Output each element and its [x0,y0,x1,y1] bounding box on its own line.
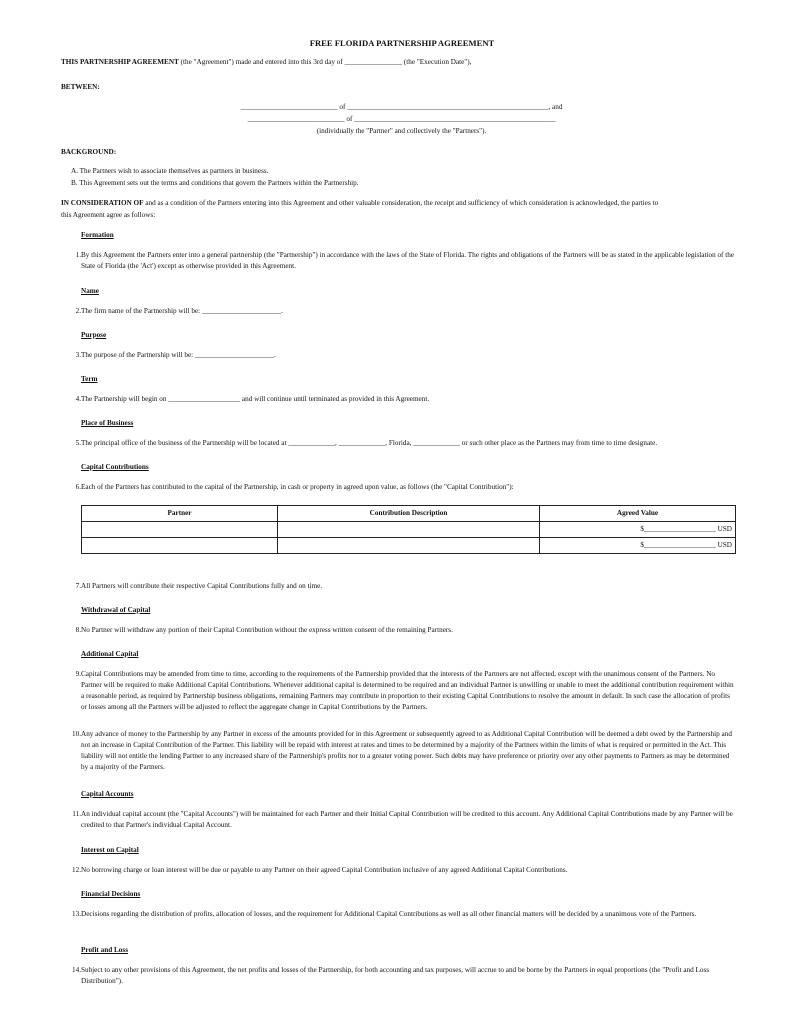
consideration-text: and as a condition of the Partners entering into this Agreement and other valuable consideration, the receipt and sufficiency of which consideration is acknowledged, the parties to [143,199,659,207]
clause-5 [71,438,736,449]
clause-number: 13. [72,910,81,918]
section-heading-term: Term [81,375,98,383]
clause-number: 4. [75,395,81,403]
clause-text: No Partner will withdraw any portion of their Capital Contribution without the express written consent of the remaining Partners. [81,626,453,634]
party-line-1: ___________________________ of ________________________________________________________, and [240,103,563,111]
clause-text: No borrowing charge or loan interest will be due or payable to any Partner on their agreed Capital Contribution inclusive of any agreed Additional Capital Contributions. [81,866,568,874]
intro-paragraph [61,57,742,68]
intro-lead: THIS PARTNERSHIP AGREEMENT [61,58,179,66]
background-heading: BACKGROUND: [61,148,117,156]
clause-10 [71,729,736,773]
section-heading-withdrawal: Withdrawal of Capital [81,606,151,614]
background-item-a: A. The Partners wish to associate themselves as partners in business. [71,167,269,175]
clause-text: Decisions regarding the distribution of profits, allocation of losses, and the requirement for Additional Capital Contributions as well as all other financial matters will be decided by a unanimous vote of the Partners. [81,910,697,918]
clause-text: By this Agreement the Partners enter into a general partnership (the "Partnership") in accordance with the laws of the State of Florida. The rights and obligations of the Partners will be as stated in the applicable legislation of the State of Florida (the 'Act') except as otherwise provided in this Agreement. [81,251,735,270]
clause-text: Any advance of money to the Partnership by any Partner in excess of the amounts provided for in this Agreement or subsequently agreed to as Additional Capital Contribution will be deemed a debt owed by the Partnership and not an increase in Capital Contribution of the Partner. This liability will be repaid with interest at rates and times to be determined by a majority of the Partners within the limits of what is required or permitted in the Act. This liability will not entitle the lending Partner to any increased share of the Partnership's profits nor to a greater voting power. Such debts may have preference or priority over any other payments to Partners as may be determined by a majority of the Partners. [81,730,732,771]
clause-12 [71,865,736,876]
clause-2 [71,306,736,317]
column-header-partner: Partner [82,506,278,522]
background-item-b: B. This Agreement sets out the terms and conditions that govern the Partners within the Partnership. [71,179,359,187]
clause-4 [71,394,736,405]
description-cell [278,522,540,538]
clause-number: 3. [75,351,81,359]
clause-number: 7. [75,582,81,590]
clause-number: 6. [75,483,81,491]
clause-text: The principal office of the business of the Partnership will be located at _____________, _____________, Florida, _____________ or such other place as the Partners may from time to time designate. [81,439,658,447]
clause-text: An individual capital account (the "Capital Accounts") will be maintained for each Partner and their Initial Capital Contribution will be credited to this account. Any Additional Capital Contributions made by any Partner will be credited to that Partner's individual Capital Account. [81,810,733,829]
consideration-line-1 [61,198,742,209]
consideration-line-2: this Agreement agree as follows: [61,211,156,219]
clause-text: The Partnership will begin on ____________________ and will continue until terminated as provided in this Agreement. [81,395,430,403]
clause-9 [71,669,736,713]
column-header-description: Contribution Description [278,506,540,522]
clause-8 [71,625,736,636]
clause-number: 14. [72,966,81,974]
clause-text: All Partners will contribute their respective Capital Contributions fully and on time. [81,582,323,590]
section-heading-name: Name [81,287,99,295]
clause-text: The firm name of the Partnership will be: ______________________. [81,307,283,315]
clause-6 [71,482,736,493]
section-heading-formation: Formation [81,231,114,239]
table-row [82,522,736,538]
parties-note: (individually the "Partner" and collectively the "Partners"). [316,127,487,135]
table-header-row [82,506,736,522]
clause-14 [71,965,736,987]
section-heading-purpose: Purpose [81,331,107,339]
clause-number: 5. [75,439,81,447]
partner-cell [82,538,278,554]
clause-13 [71,909,736,920]
section-heading-additional: Additional Capital [81,650,139,658]
clause-number: 8. [75,626,81,634]
clause-number: 9. [75,670,81,678]
section-heading-financial: Financial Decisions [81,890,141,898]
agreed-value-cell: $____________________ USD [540,538,736,554]
column-header-value: Agreed Value [540,506,736,522]
capital-contribution-table [81,505,736,554]
clause-11 [71,809,736,831]
clause-3 [71,350,736,361]
clause-number: 11. [72,810,81,818]
description-cell [278,538,540,554]
clause-number: 12. [72,866,81,874]
partner-cell [82,522,278,538]
document-title: FREE FLORIDA PARTNERSHIP AGREEMENT [309,38,495,48]
clause-text: Capital Contributions may be amended from time to time, according to the requirements of the Partnership provided that the interests of the Partners are not affected, except with the unanimous consent of the Partners. No Partner will be required to make Additional Capital Contributions. Whenever additional capital is determined to be required and an individual Partner is unwilling or unable to meet the additional contribution requirement within a reasonable period, as required by Partnership business obligations, remaining Partners may contribute in proportion to their existing Capital Contributions to resolve the amount in default. In such case the allocation of profits or losses among all the Partners will be adjusted to reflect the aggregate change in Capital Contributions by the Partners. [81,670,734,711]
section-heading-accounts: Capital Accounts [81,790,134,798]
clause-1 [71,250,736,272]
clause-number: 1. [75,251,81,259]
clause-number: 10. [72,730,81,738]
clause-number: 2. [75,307,81,315]
section-heading-place: Place of Business [81,419,134,427]
intro-text: (the "Agreement") made and entered into this 3rd day of ________________ (the "Execution Date"), [178,58,472,66]
section-heading-capital: Capital Contributions [81,463,149,471]
section-heading-interest: Interest on Capital [81,846,139,854]
section-heading-profit: Profit and Loss [81,946,128,954]
clause-text: The purpose of the Partnership will be: ______________________. [81,351,276,359]
table-row [82,538,736,554]
between-heading: BETWEEN: [61,83,100,91]
agreed-value-cell: $____________________ USD [540,522,736,538]
clause-text: Subject to any other provisions of this Agreement, the net profits and losses of the Partnership, for both accounting and tax purposes, will accrue to and be borne by the Partners in equal proportions (the "Profit and Loss Distribution"). [81,966,710,985]
party-line-2: ___________________________ of ________________________________________________________ [247,115,556,123]
clause-text: Each of the Partners has contributed to the capital of the Partnership, in cash or property in agreed upon value, as follows (the "Capital Contribution"): [81,483,514,491]
clause-7 [71,581,736,592]
consideration-lead: IN CONSIDERATION OF [61,199,144,207]
